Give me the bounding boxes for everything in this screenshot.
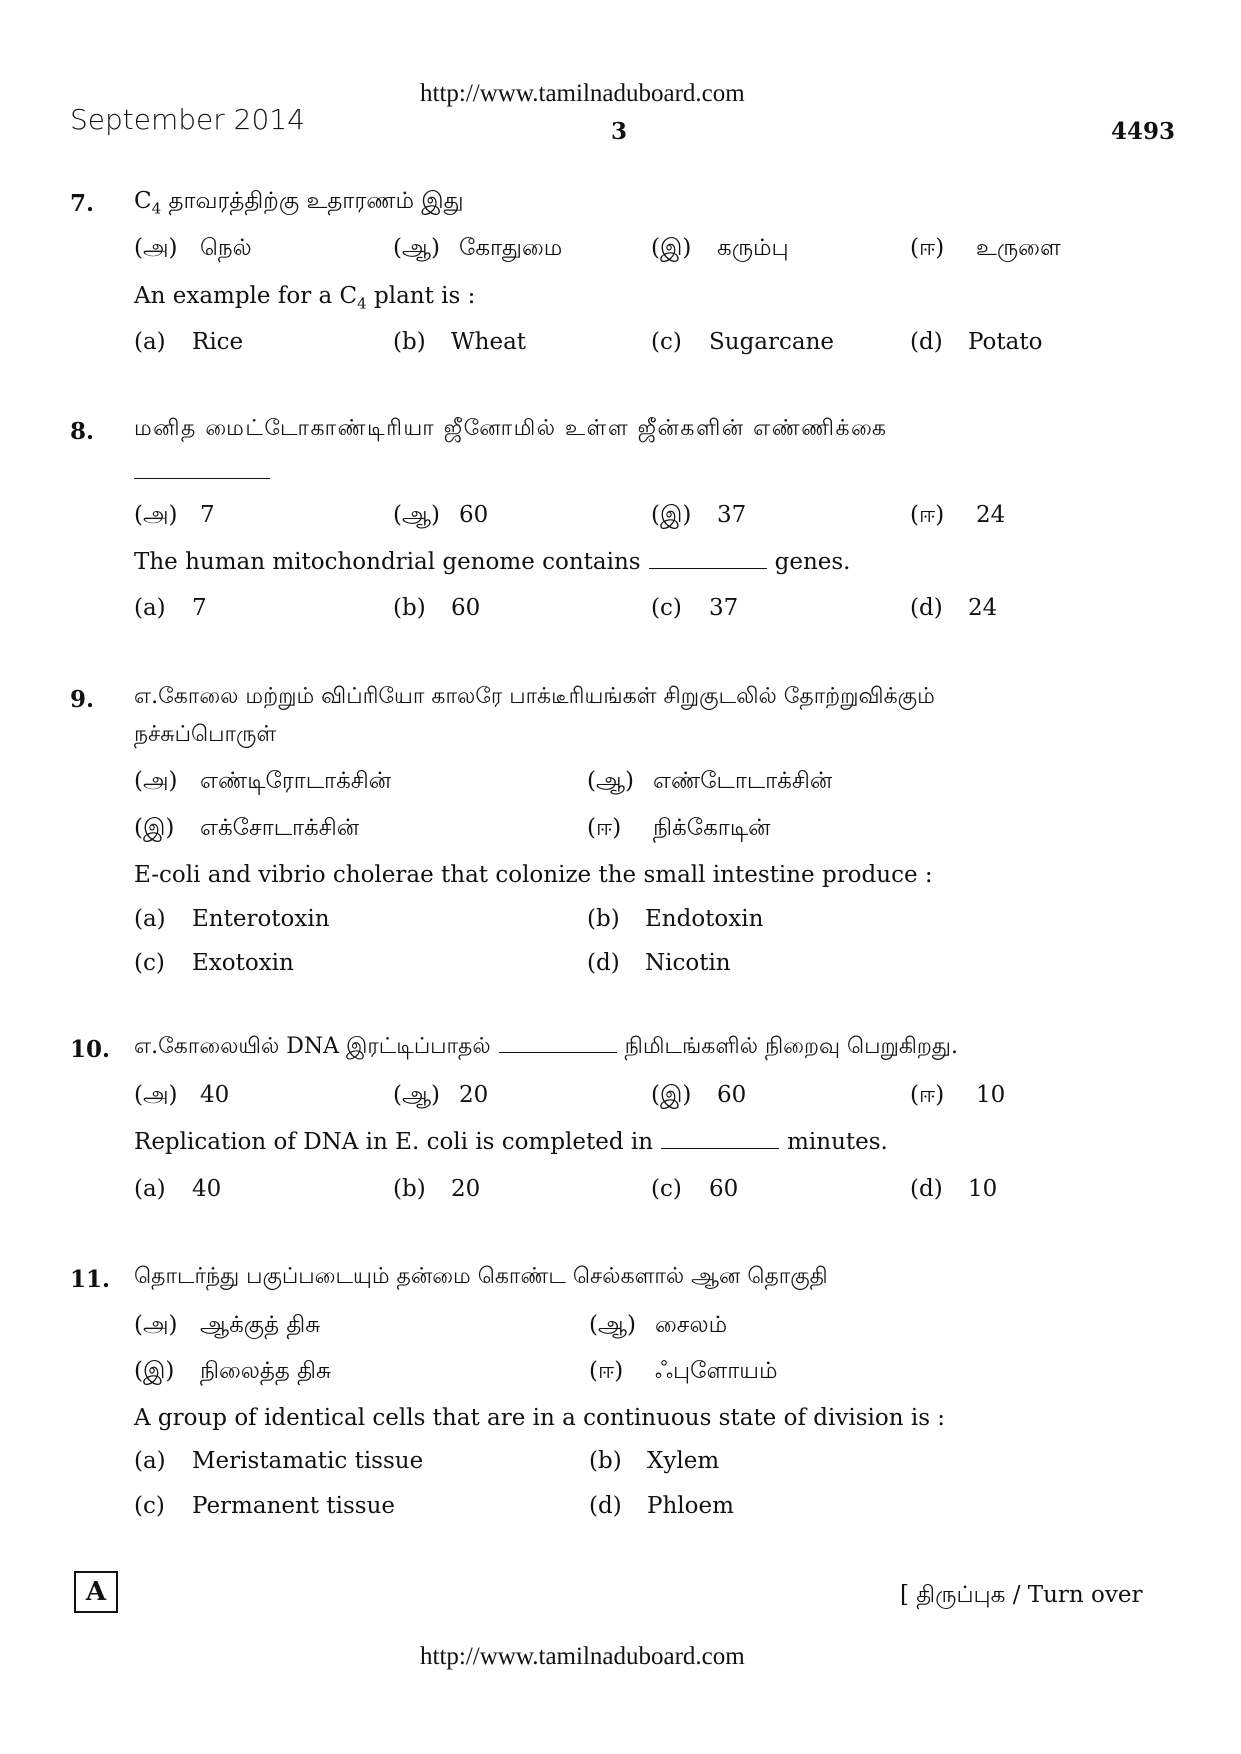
option-tamil-4: (ஈ) 24 [910,502,1006,528]
option-english-a: (a) 40 [134,1176,222,1202]
option-english-b: (b) 20 [393,1176,481,1202]
paper-code: 4493 [1111,118,1176,145]
answer-blank [661,1147,779,1149]
answer-blank [134,478,270,479]
option-tamil-2: (ஆ) 60 [393,502,489,528]
answer-blank [499,1051,617,1053]
question-tamil: தொடர்ந்து பகுப்படையும் தன்மை கொண்ட செல்களால் ஆன தொகுதி [134,1264,828,1289]
question-english: E-coli and vibrio cholerae that colonize the small intestine produce : [134,862,933,888]
option-tamil-4: (ஈ) உருளை [910,235,1061,261]
set-label-box: A [74,1571,118,1613]
option-english-d: (d) Nicotin [587,950,731,976]
option-tamil-3: (இ) 37 [651,502,747,528]
option-tamil-4: (ஈ) நிக்கோடின் [587,815,771,841]
question-english: Replication of DNA in E. coli is completed in minutes. [134,1129,888,1155]
option-english-c: (c) 60 [651,1176,739,1202]
option-tamil-3: (இ) நிலைத்த திசு [134,1358,332,1384]
exam-date: September 2014 [70,103,305,136]
question-tamil: மனித மைட்டோகாண்டிரியா ஜீனோமில் உள்ள ஜீன்களின் எண்ணிக்கை [134,416,888,441]
turn-over-text: [ திருப்புக / Turn over [900,1582,1143,1608]
option-tamil-4: (ஈ) 10 [910,1082,1006,1108]
question-english: A group of identical cells that are in a continuous state of division is : [134,1405,946,1431]
option-english-b: (b) Wheat [393,329,527,355]
option-english-d: (d) Phloem [589,1493,734,1519]
question-number: 11. [70,1266,111,1293]
option-tamil-2: (ஆ) 20 [393,1082,489,1108]
question-english: An example for a $C_4$ plant is : [134,283,476,313]
footer-url: http://www.tamilnaduboard.com [420,1643,745,1670]
option-tamil-3: (இ) எக்சோடாக்சின் [134,815,360,841]
option-english-a: (a) Meristamatic tissue [134,1448,424,1474]
option-tamil-1: (அ) நெல் [134,235,252,261]
option-english-b: (b) Xylem [589,1448,720,1474]
question-tamil: எ.கோலையில் DNA இரட்டிப்பாதல் நிமிடங்களில் நிறைவு பெறுகிறது. [134,1034,958,1059]
question-number: 8. [70,418,95,445]
option-english-c: (c) Exotoxin [134,950,294,976]
option-tamil-3: (இ) கரும்பு [651,235,789,261]
question-tamil-line1: எ.கோலை மற்றும் விப்ரியோ காலரே பாக்டீரியங்கள் சிறுகுடலில் தோற்றுவிக்கும் [134,684,935,709]
question-english: The human mitochondrial genome contains genes. [134,549,851,575]
option-tamil-1: (அ) 7 [134,502,215,528]
header-url: http://www.tamilnaduboard.com [420,80,745,107]
option-tamil-2: (ஆ) கோதுமை [393,235,563,261]
option-english-d: (d) 24 [910,595,998,621]
option-english-b: (b) Endotoxin [587,906,764,932]
page-number: 3 [611,118,628,145]
option-english-a: (a) 7 [134,595,207,621]
answer-blank [649,567,767,569]
question-tamil: $C_4$ தாவரத்திற்கு உதாரணம் இது [134,188,464,218]
option-tamil-4: (ஈ) ஃபுளோயம் [589,1358,778,1384]
option-english-c: (c) Sugarcane [651,329,835,355]
option-tamil-2: (ஆ) சைலம் [589,1312,728,1338]
option-tamil-3: (இ) 60 [651,1082,747,1108]
option-english-c: (c) 37 [651,595,739,621]
question-number: 10. [70,1036,111,1063]
option-english-d: (d) 10 [910,1176,998,1202]
option-english-c: (c) Permanent tissue [134,1493,395,1519]
option-tamil-1: (அ) எண்டிரோடாக்சின் [134,768,392,794]
question-number: 9. [70,686,95,713]
option-english-b: (b) 60 [393,595,481,621]
question-number: 7. [70,190,95,217]
option-tamil-2: (ஆ) எண்டோடாக்சின் [587,768,833,794]
option-english-a: (a) Enterotoxin [134,906,330,932]
option-english-a: (a) Rice [134,329,244,355]
option-tamil-1: (அ) 40 [134,1082,230,1108]
option-english-d: (d) Potato [910,329,1043,355]
question-tamil-line2: நச்சுப்பொருள் [134,722,277,747]
option-tamil-1: (அ) ஆக்குத் திசு [134,1312,321,1338]
